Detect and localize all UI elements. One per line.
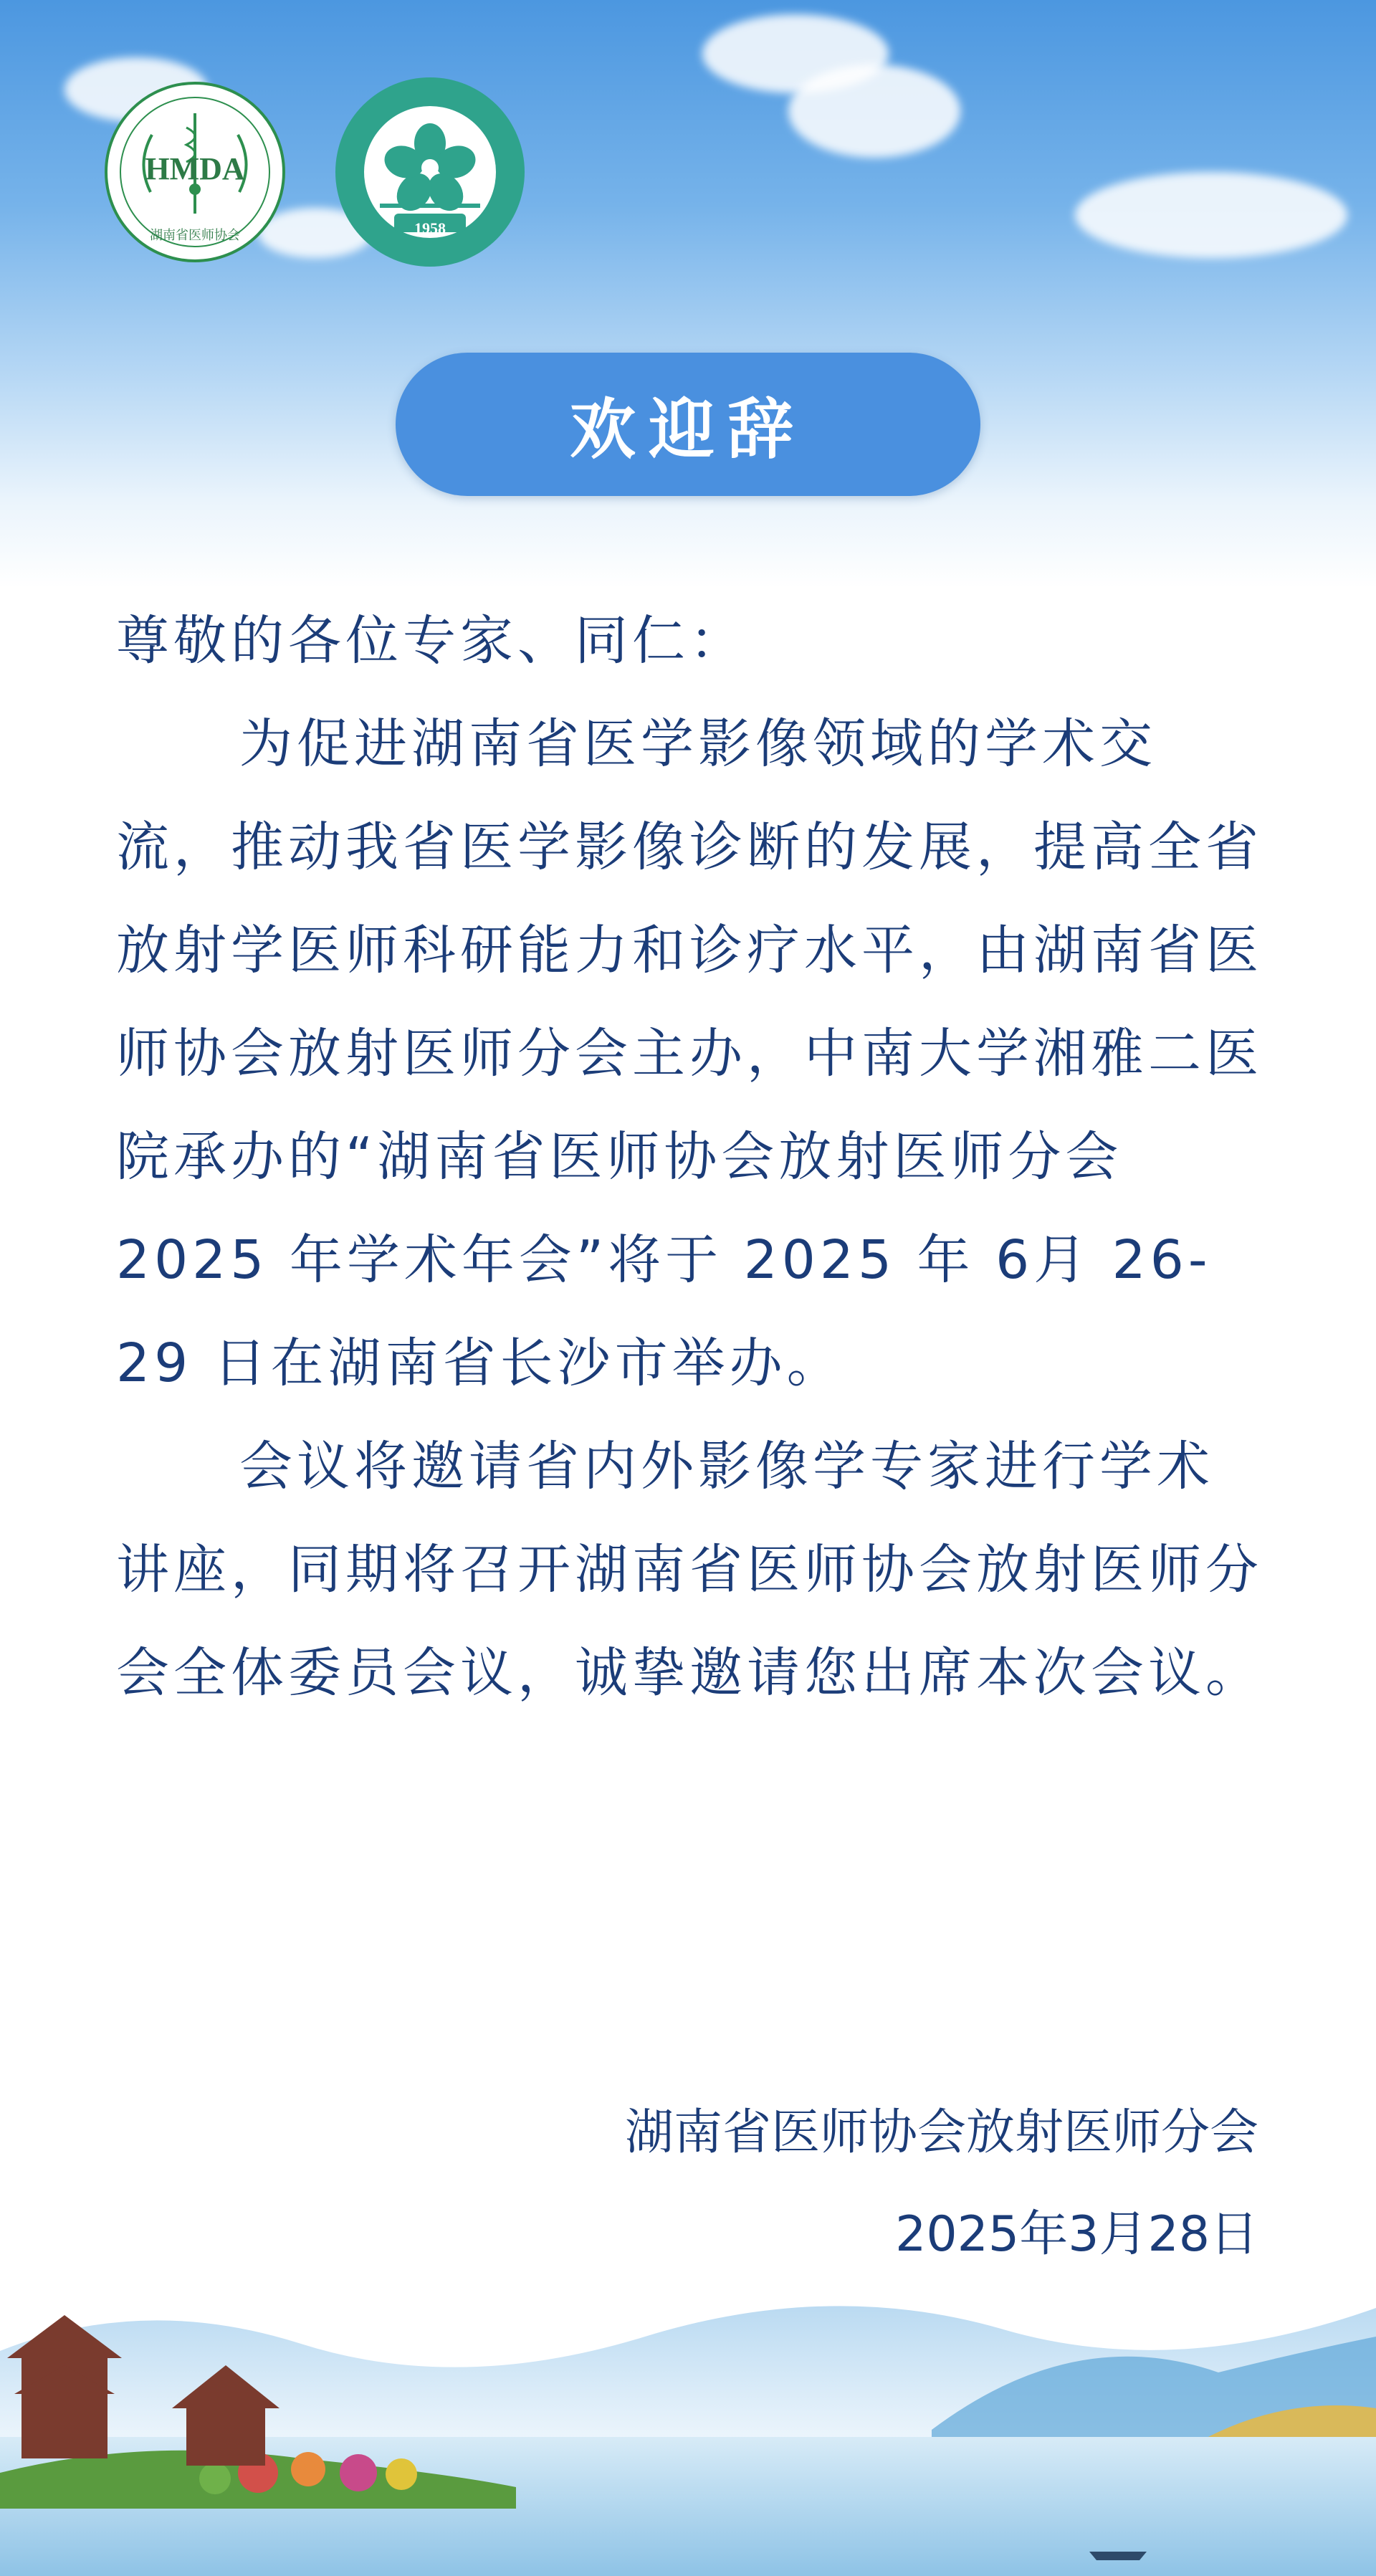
- cloud: [1075, 172, 1347, 258]
- flower-emblem-icon: [335, 77, 525, 267]
- hmda-cn-name: 湖南省医师协会: [150, 228, 240, 243]
- hmda-abbr: HMDA: [145, 151, 245, 186]
- cloud: [788, 65, 960, 158]
- salutation: 尊敬的各位专家、同仁：: [116, 610, 747, 672]
- xiangya-founding-year: 1958: [414, 219, 446, 237]
- signature-date: 2025年3月28日: [895, 2206, 1258, 2263]
- page-title: 欢迎辞: [569, 391, 806, 468]
- letter-paragraph-1: 为促进湖南省医学影像领域的学术交流，推动我省医学影像诊断的发展，提高全省放射学医师科研能力和诊疗水平，由湖南省医师协会放射医师分会主办，中南大学湘雅二医院承办的“湖南省医师协会放射医师分会 2025 年学术年会”将于 2025 年 6月 26-29 日在湖南省长沙市举办。: [116, 713, 1263, 1394]
- letter-paragraph-2: 会议将邀请省内外影像学专家进行学术讲座，同期将召开湖南省医师协会放射医师分会全体委员会议，诚挚邀请您出席本次会议。: [116, 1436, 1263, 1704]
- xiangya-hospital-logo: [335, 77, 525, 267]
- welcome-letter: [116, 589, 1263, 1725]
- hmda-logo: [105, 82, 285, 262]
- welcome-title-banner: [396, 353, 980, 496]
- landscape-scenery-illustration: [0, 2136, 1376, 2576]
- signature-organization: 湖南省医师协会放射医师分会: [624, 2104, 1258, 2161]
